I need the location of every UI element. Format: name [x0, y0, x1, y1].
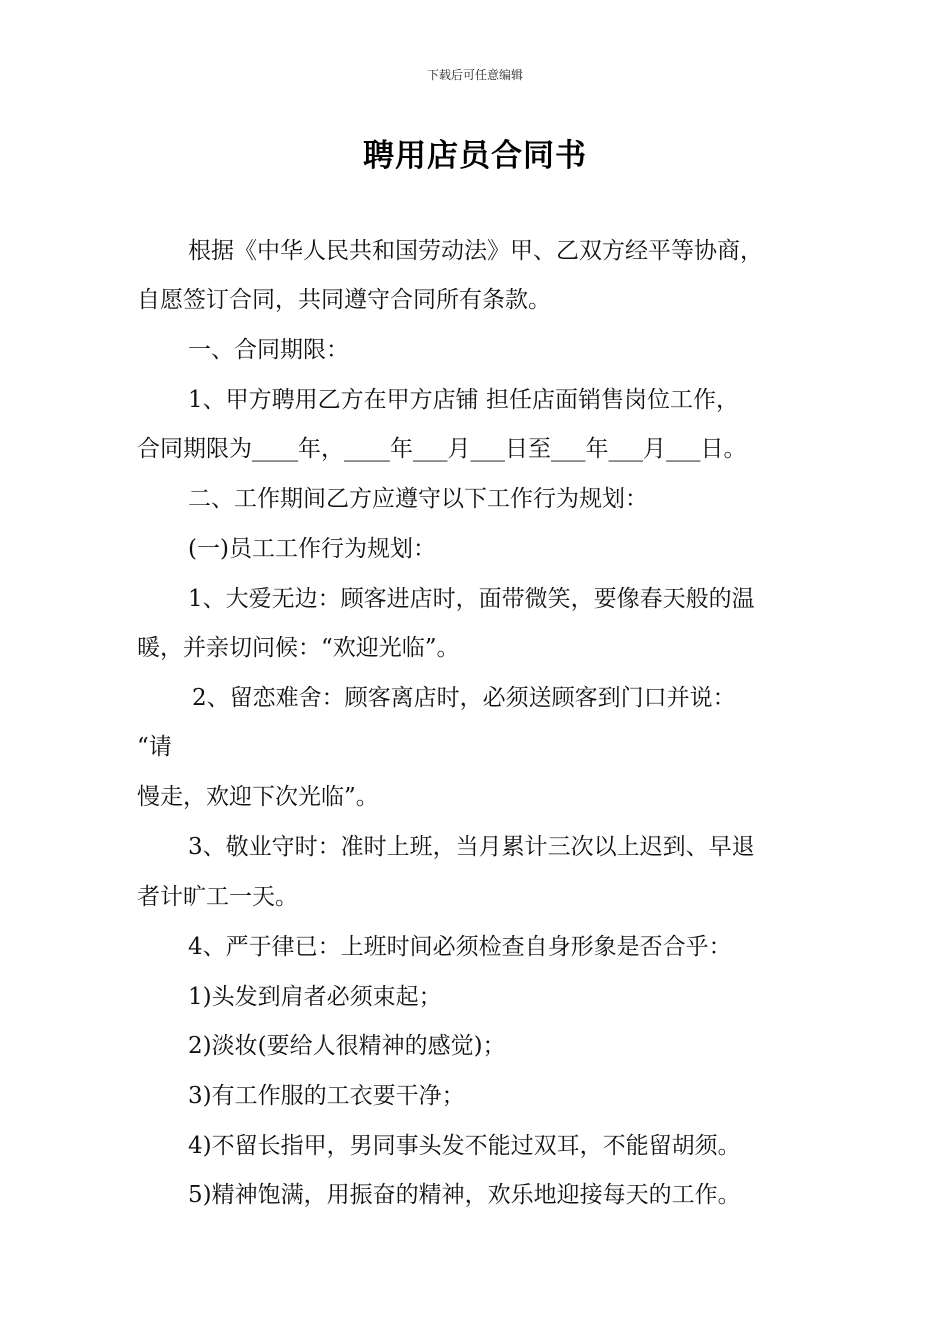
paragraph-intro-line-2: 自愿签订合同，共同遵守合同所有条款。 [137, 287, 551, 313]
download-note: 下载后可任意编辑 [426, 68, 523, 82]
subsection-heading-employee-conduct: (一)员工工作行为规划： [188, 536, 436, 562]
section-heading-contract-term: 一、合同期限： [188, 337, 349, 363]
section-heading-work-conduct: 二、工作期间乙方应遵守以下工作行为规划： [188, 486, 648, 512]
rule-4-item-1: 1)头发到肩者必须束起； [188, 984, 442, 1010]
rule-2-line-1: 2、留恋难舍：顾客离店时，必须送顾客到门口并说： [192, 685, 736, 711]
rule-1-line-2: 暖，并亲切问候：“欢迎光临”。 [137, 635, 460, 661]
rule-2-line-3: 慢走，欢迎下次光临”。 [137, 784, 379, 810]
paragraph-intro-line-1: 根据《中华人民共和国劳动法》甲、乙双方经平等协商， [188, 238, 763, 264]
rule-3-line-1: 3、敬业守时：准时上班，当月累计三次以上迟到、早退 [188, 834, 755, 860]
rule-4-item-2: 2)淡妆(要给人很精神的感觉)； [188, 1033, 506, 1059]
rule-4-item-3: 3)有工作服的工衣要干净； [188, 1083, 465, 1109]
clause-1-line-2: 合同期限为____年，____年___月___日至___年___月___日。 [137, 436, 747, 462]
rule-1-line-1: 1、大爱无边：顾客进店时，面带微笑，要像春天般的温 [188, 586, 755, 612]
rule-4-item-5: 5)精神饱满，用振奋的精神，欢乐地迎接每天的工作。 [188, 1182, 741, 1208]
rule-4-item-4: 4)不留长指甲，男同事头发不能过双耳，不能留胡须。 [188, 1133, 741, 1159]
rule-4-heading: 4、严于律已：上班时间必须检查自身形象是否合乎： [188, 934, 732, 960]
rule-3-line-2: 者计旷工一天。 [137, 884, 298, 910]
rule-2-line-2: “请 [137, 734, 172, 760]
clause-1-line-1: 1、甲方聘用乙方在甲方店铺 担任店面销售岗位工作， [188, 387, 739, 413]
document-title: 聘用店员合同书 [363, 138, 587, 174]
